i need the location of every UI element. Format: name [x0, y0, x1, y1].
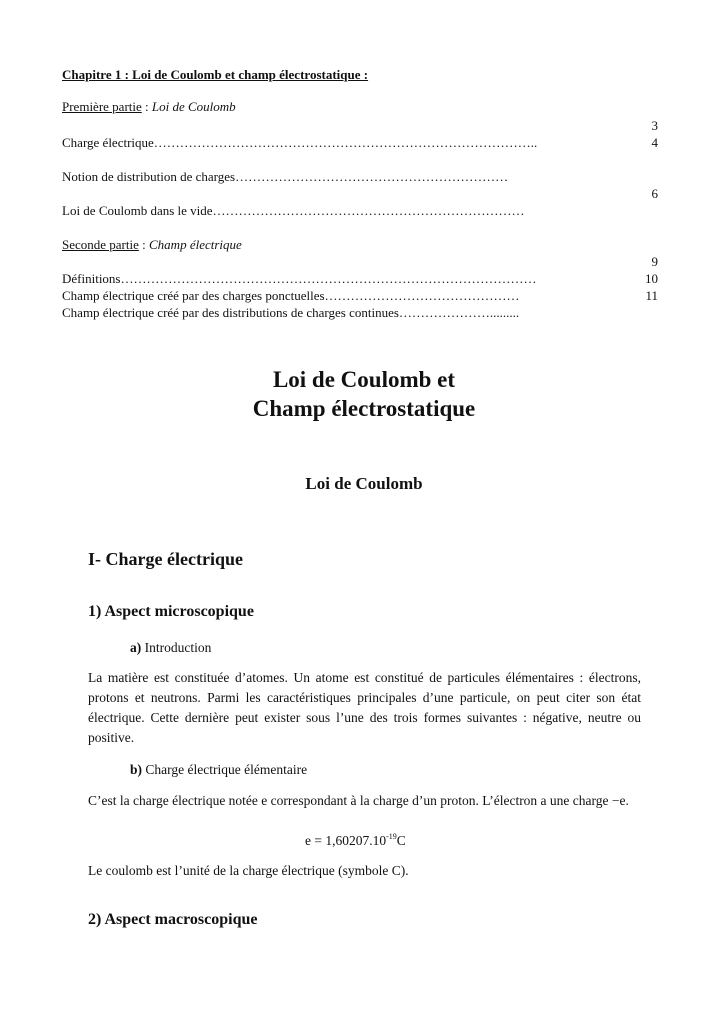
item-label: b) — [130, 762, 143, 777]
toc-page-number: 3 — [651, 118, 658, 133]
main-title-line1: Loi de Coulomb et — [272, 367, 456, 392]
toc-page-number: 10 — [645, 271, 658, 286]
toc-entry[interactable]: Charge électrique…………………………………………………………………………….. — [62, 135, 538, 150]
toc-part2-label: Seconde partie — [62, 237, 139, 252]
toc-part1-heading — [62, 98, 236, 115]
toc-part1-title: Loi de Coulomb — [151, 99, 236, 114]
item-label: a) — [130, 640, 142, 655]
formula-unit: C — [396, 833, 406, 848]
toc-page-number: 6 — [651, 186, 658, 201]
toc-part1-sep: : — [141, 99, 152, 114]
toc-entry[interactable]: Champ électrique créé par des distributions de charges continues…………………......... — [62, 305, 520, 320]
main-title-line2: Champ électrostatique — [252, 396, 476, 421]
item-title: Introduction — [141, 640, 212, 655]
item-title: Charge électrique élémentaire — [142, 762, 308, 777]
paragraph-heading-b — [130, 760, 307, 780]
subsection-heading: 2) Aspect macroscopique — [88, 911, 258, 928]
section-heading: I- Charge électrique — [88, 549, 243, 569]
toc-page-number: 9 — [651, 254, 658, 269]
toc-entry[interactable]: Notion de distribution de charges……………………………………………………… — [62, 169, 509, 184]
toc-entry[interactable]: Champ électrique créé par des charges ponctuelles……………………………………… — [62, 288, 520, 303]
formula — [305, 827, 406, 851]
paragraph-text: C’est la charge électrique notée e correspondant à la charge d’un proton. L’électron a une charge −e. — [88, 793, 629, 808]
paragraph-text: Le coulomb est l’unité de la charge électrique (symbole C). — [88, 863, 409, 878]
toc-page-number: 11 — [645, 288, 658, 303]
toc-entry[interactable]: Loi de Coulomb dans le vide……………………………………………………………… — [62, 203, 525, 218]
toc-chapter-title: Chapitre 1 : Loi de Coulomb et champ électrostatique : — [62, 67, 369, 82]
subsection-heading: 1) Aspect microscopique — [88, 603, 254, 620]
toc-part2-sep: : — [138, 237, 150, 252]
formula-main: e = 1,60207.10 — [305, 833, 387, 848]
toc-part2-title: Champ électrique — [149, 237, 242, 252]
toc-entry[interactable]: Définitions…………………………………………………………………………………… — [62, 271, 537, 286]
toc-page-number: 4 — [651, 135, 658, 150]
toc-part1-label: Première partie — [62, 99, 142, 114]
subtitle: Loi de Coulomb — [305, 474, 423, 493]
paragraph-text: La matière est constituée d’atomes. Un atome est constitué de particules élémentaires : électrons, protons et neutrons. Parmi les caractéristiques principales d’une particule, on peut citer son état électrique. Cette dernière peut exister sous l’une des trois formes suivantes : négative, neutre ou positive. — [88, 670, 641, 745]
toc-part2-heading — [62, 236, 242, 253]
paragraph-heading-a — [130, 638, 211, 658]
formula-exponent: -19 — [386, 832, 397, 841]
